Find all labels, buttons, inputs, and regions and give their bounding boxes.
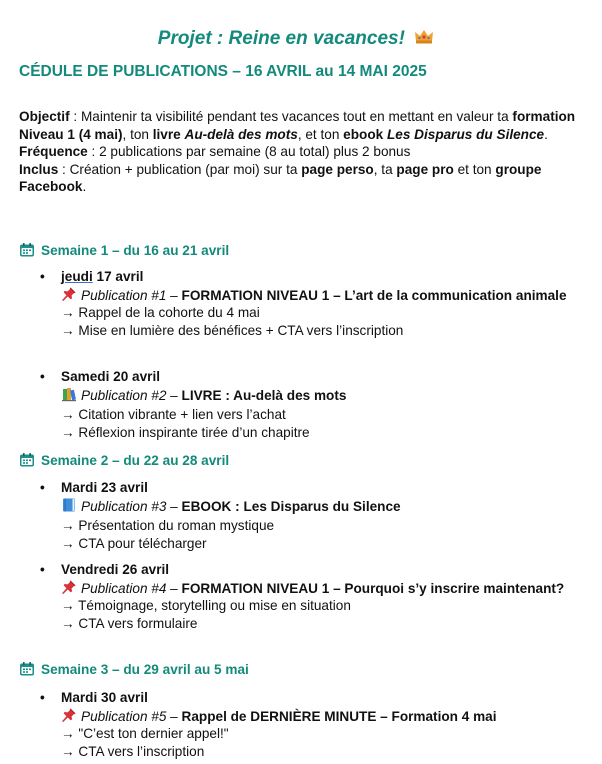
list-item: • Mardi 23 avril Publication #3 – EBOOK : Les Disparus du Silence → Présentation du roman mystique → CTA pour télécharger (40, 479, 570, 552)
bullet: • (40, 369, 45, 384)
entry-detail: → Présentation du roman mystique (61, 518, 275, 533)
objectif-paragraph: Objectif : Maintenir ta visibilité pendant tes vacances tout en mettant en valeur ta formation Niveau 1 (4 mai), ton livre Au-delà des mots, et ton ebook Les Disparus du Silence. (19, 109, 576, 142)
entry-detail: → CTA vers formulaire (61, 615, 198, 631)
calendar-icon (19, 452, 35, 468)
week-heading (19, 242, 229, 258)
entry-detail: → Témoignage, storytelling ou mise en situation (61, 598, 351, 613)
intro-block (19, 108, 579, 196)
frequence-paragraph: Fréquence : 2 publications par semaine (8 au total) plus 2 bonus (19, 144, 411, 159)
frequence-label: Fréquence (19, 144, 88, 159)
entry-detail: → Mise en lumière des bénéfices + CTA vers l’inscription (61, 322, 404, 338)
list-item: • Mardi 30 avril Publication #5 – Rappel de DERNIÈRE MINUTE – Formation 4 mai → "C’est ton dernier appel!" → CTA vers l’inscription (40, 689, 570, 760)
entry-detail: → Citation vibrante + lien vers l’achat (61, 407, 286, 422)
blue-book-icon (61, 497, 77, 518)
bullet: • (40, 690, 45, 705)
entry-day: Samedi 20 avril (61, 369, 160, 384)
entry-detail: → "C’est ton dernier appel!" (61, 726, 229, 741)
week-heading (19, 452, 229, 468)
entry-day: Mardi 23 avril (61, 480, 148, 495)
week-label: Semaine 2 – du 22 au 28 avril (41, 452, 230, 468)
entry-detail: → Réflexion inspirante tirée d’un chapitre (61, 424, 310, 440)
calendar-icon (19, 661, 35, 677)
pushpin-icon (61, 579, 77, 595)
entry-day: Mardi 30 avril (61, 690, 148, 705)
entry-detail: → CTA pour télécharger (61, 535, 207, 551)
bullet: • (40, 480, 45, 495)
week-heading (19, 661, 249, 677)
week-label: Semaine 1 – du 16 au 21 avril (41, 242, 230, 258)
page-title (0, 28, 592, 50)
books-icon (61, 386, 77, 407)
pushpin-icon (61, 286, 77, 302)
list-item: • Samedi 20 avril Publication #2 – LIVRE : Au-delà des mots → Citation vibrante + lien vers l’achat → Réflexion inspirante tirée d’un chapitre (40, 368, 570, 441)
week-label: Semaine 3 – du 29 avril au 5 mai (41, 661, 249, 677)
list-item: • jeudi 17 avril Publication #1 – FORMATION NIVEAU 1 – L’art de la communication animale → Rappel de la cohorte du 4 mai → Mise en lumière des bénéfices + CTA vers l’inscription (40, 268, 570, 339)
entry-detail: → Rappel de la cohorte du 4 mai (61, 305, 260, 320)
pushpin-icon (61, 707, 77, 723)
objectif-label: Objectif (19, 109, 70, 124)
inclus-label: Inclus (19, 161, 59, 177)
bullet: • (40, 562, 45, 577)
entry-day: jeudi 17 avril (61, 269, 144, 284)
calendar-icon (19, 242, 35, 258)
crown-icon (414, 28, 434, 50)
bullet: • (40, 269, 45, 284)
list-item: • Vendredi 26 avril Publication #4 – FORMATION NIVEAU 1 – Pourquoi s’y inscrire maintenant? → Témoignage, storytelling ou mise en situation → CTA vers formulaire (40, 561, 570, 632)
page-title-text: Projet : Reine en vacances! (157, 28, 405, 50)
entry-day: Vendredi 26 avril (61, 562, 170, 577)
inclus-paragraph: Inclus : Création + publication (par moi) sur ta page perso, ta page pro et ton groupe Facebook. (19, 161, 542, 194)
entry-detail: → CTA vers l’inscription (61, 743, 205, 759)
schedule-subtitle: CÉDULE DE PUBLICATIONS – 16 AVRIL au 14 MAI 2025 (19, 63, 427, 80)
